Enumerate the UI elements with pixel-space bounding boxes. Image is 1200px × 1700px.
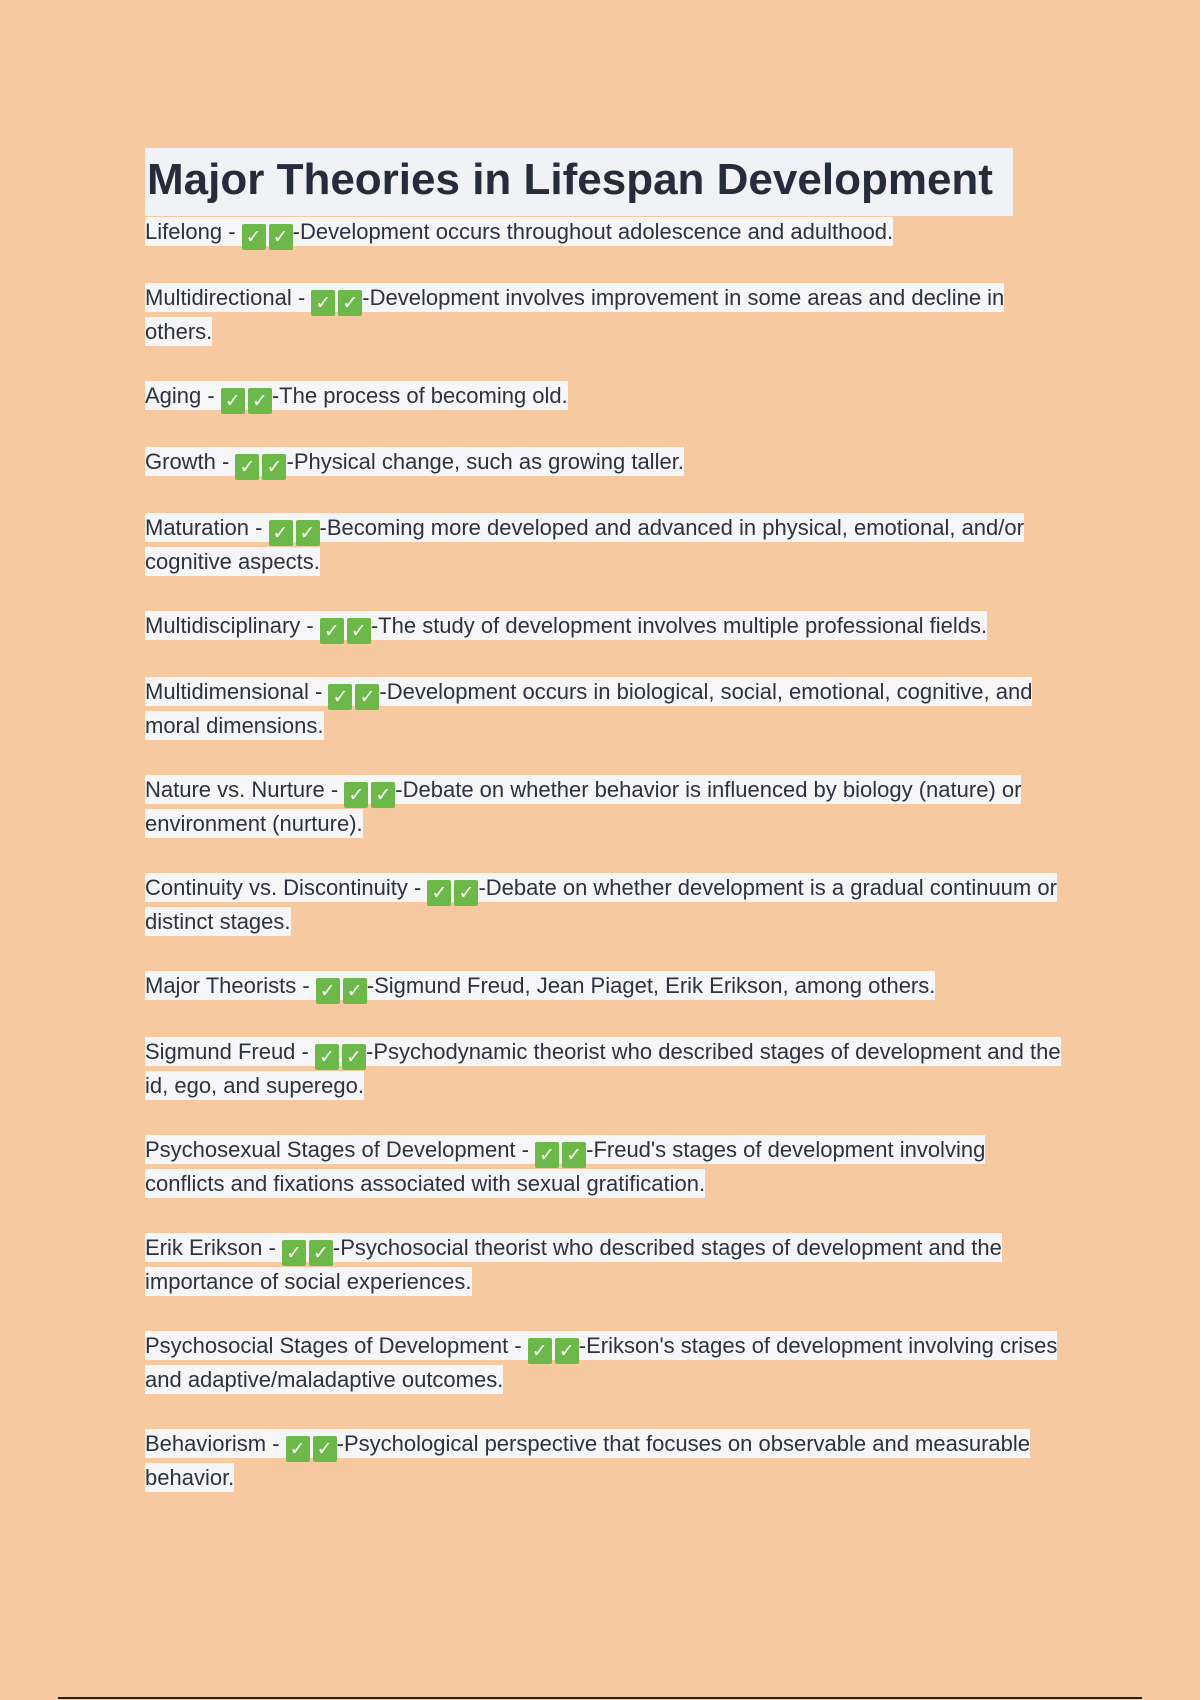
check-mark-icon: ✓ (371, 782, 395, 808)
entry-highlight: Erik Erikson - ✓ ✓ -Psychosocial theorist who described stages of development and the importance of social experiences. (145, 1235, 1002, 1294)
list-item (145, 676, 1065, 742)
check-mark-icon: ✓ (427, 880, 451, 906)
entry-highlight: Major Theorists - ✓ ✓ -Sigmund Freud, Jean Piaget, Erik Erikson, among others. (145, 973, 936, 1002)
entry-highlight: Multidimensional - ✓ ✓ -Development occurs in biological, social, emotional, cognitive, and moral dimensions. (145, 679, 1033, 738)
entry-term: Sigmund Freud (145, 1039, 296, 1064)
check-mark-icon: ✓ (355, 684, 379, 710)
entry-term: Major Theorists (145, 973, 297, 998)
check-mark-icon: ✓ (342, 1044, 366, 1070)
check-mark-icon: ✓ (313, 1436, 337, 1462)
check-mark-icon: ✓ (262, 454, 286, 480)
check-mark-icon: ✓ (316, 978, 340, 1004)
list-item (145, 1330, 1065, 1396)
list-item (145, 446, 1065, 480)
list-item (145, 970, 1065, 1004)
title-highlight (145, 148, 1013, 216)
check-mark-icon: ✓ (286, 1436, 310, 1462)
check-mark-icon: ✓ (269, 520, 293, 546)
entry-definition: Becoming more developed and advanced in physical, emotional, and/or cognitive aspects. (145, 515, 1024, 574)
check-mark-icon: ✓ (221, 388, 245, 414)
entry-highlight: Multidisciplinary - ✓ ✓ -The study of development involves multiple professional fields. (145, 613, 988, 642)
check-mark-icon: ✓ (562, 1142, 586, 1168)
entry-highlight: Sigmund Freud - ✓ ✓ -Psychodynamic theorist who described stages of development and the id, ego, and superego. (145, 1039, 1061, 1098)
entry-highlight: Behaviorism - ✓ ✓ -Psychological perspective that focuses on observable and measurable behavior. (145, 1431, 1031, 1490)
entry-highlight: Multidirectional - ✓ ✓ -Development involves improvement in some areas and decline in others. (145, 285, 1005, 344)
list-item (145, 380, 1065, 414)
entry-term: Growth (145, 449, 216, 474)
list-item (145, 1134, 1065, 1200)
entry-term: Lifelong (145, 219, 223, 244)
entry-definition: Freud's stages of development involving conflicts and fixations associated with sexual gratification. (145, 1137, 986, 1196)
entry-definition: Development occurs throughout adolescence and adulthood. (299, 219, 894, 244)
entry-term: Psychosexual Stages of Development (145, 1137, 516, 1162)
list-item (145, 774, 1065, 840)
entry-term: Erik Erikson (145, 1235, 263, 1260)
entry-definition: Debate on whether behavior is influenced by biology (nature) or environment (nurture). (145, 777, 1022, 836)
entry-highlight: Lifelong - ✓ ✓ -Development occurs throughout adolescence and adulthood. (145, 219, 894, 248)
entry-highlight: Aging - ✓ ✓ -The process of becoming old. (145, 383, 568, 412)
entry-list (145, 216, 1065, 1494)
entry-term: Continuity vs. Discontinuity (145, 875, 408, 900)
check-mark-icon: ✓ (528, 1338, 552, 1364)
entry-definition: Psychodynamic theorist who described stages of development and the id, ego, and superego. (145, 1039, 1061, 1098)
entry-definition: The study of development involves multiple professional fields. (378, 613, 988, 638)
check-mark-icon: ✓ (282, 1240, 306, 1266)
entry-term: Nature vs. Nurture (145, 777, 325, 802)
check-mark-icon: ✓ (328, 684, 352, 710)
entry-highlight: Growth - ✓ ✓ -Physical change, such as growing taller. (145, 449, 684, 478)
list-item (145, 872, 1065, 938)
list-item (145, 1232, 1065, 1298)
entry-term: Behaviorism (145, 1431, 267, 1456)
check-mark-icon: ✓ (320, 618, 344, 644)
check-mark-icon: ✓ (242, 224, 266, 250)
entry-term: Multidimensional (145, 679, 309, 704)
check-mark-icon: ✓ (454, 880, 478, 906)
entry-definition: Sigmund Freud, Jean Piaget, Erik Erikson, among others. (374, 973, 936, 998)
check-mark-icon: ✓ (311, 290, 335, 316)
check-mark-icon: ✓ (309, 1240, 333, 1266)
entry-term: Maturation (145, 515, 249, 540)
check-mark-icon: ✓ (347, 618, 371, 644)
check-mark-icon: ✓ (296, 520, 320, 546)
entry-definition: Development occurs in biological, social, emotional, cognitive, and moral dimensions. (145, 679, 1033, 738)
check-mark-icon: ✓ (555, 1338, 579, 1364)
list-item (145, 1428, 1065, 1494)
page-title: Major Theories in Lifespan Development (147, 155, 993, 204)
entry-highlight: Nature vs. Nurture - ✓ ✓ -Debate on whether behavior is influenced by biology (nature) or environment (nurture). (145, 777, 1022, 836)
check-mark-icon: ✓ (269, 224, 293, 250)
entry-highlight: Psychosexual Stages of Development - ✓ ✓ -Freud's stages of development involving conflicts and fixations associated with sexual gratification. (145, 1137, 986, 1196)
check-mark-icon: ✓ (248, 388, 272, 414)
check-mark-icon: ✓ (535, 1142, 559, 1168)
footer-divider (58, 1697, 1142, 1699)
check-mark-icon: ✓ (235, 454, 259, 480)
entry-definition: Debate on whether development is a gradual continuum or distinct stages. (145, 875, 1057, 934)
list-item (145, 610, 1065, 644)
list-item (145, 512, 1065, 578)
check-mark-icon: ✓ (343, 978, 367, 1004)
entry-highlight: Maturation - ✓ ✓ -Becoming more developed and advanced in physical, emotional, and/or cognitive aspects. (145, 515, 1024, 574)
list-item (145, 1036, 1065, 1102)
entry-definition: Psychosocial theorist who described stages of development and the importance of social experiences. (145, 1235, 1002, 1294)
document-page (145, 148, 1065, 1526)
list-item (145, 216, 1065, 250)
entry-definition: Physical change, such as growing taller. (293, 449, 684, 474)
entry-definition: Psychological perspective that focuses on observable and measurable behavior. (145, 1431, 1031, 1490)
entry-highlight: Continuity vs. Discontinuity - ✓ ✓ -Debate on whether development is a gradual continuum or distinct stages. (145, 875, 1057, 934)
entry-term: Multidirectional (145, 285, 292, 310)
entry-definition: The process of becoming old. (279, 383, 568, 408)
entry-definition: Development involves improvement in some areas and decline in others. (145, 285, 1005, 344)
entry-term: Multidisciplinary (145, 613, 301, 638)
check-mark-icon: ✓ (344, 782, 368, 808)
list-item (145, 282, 1065, 348)
entry-definition: Erikson's stages of development involving crises and adaptive/maladaptive outcomes. (145, 1333, 1058, 1392)
entry-term: Psychosocial Stages of Development (145, 1333, 509, 1358)
entry-highlight: Psychosocial Stages of Development - ✓ ✓ -Erikson's stages of development involving crises and adaptive/maladaptive outcomes. (145, 1333, 1058, 1392)
check-mark-icon: ✓ (338, 290, 362, 316)
check-mark-icon: ✓ (315, 1044, 339, 1070)
entry-term: Aging (145, 383, 202, 408)
